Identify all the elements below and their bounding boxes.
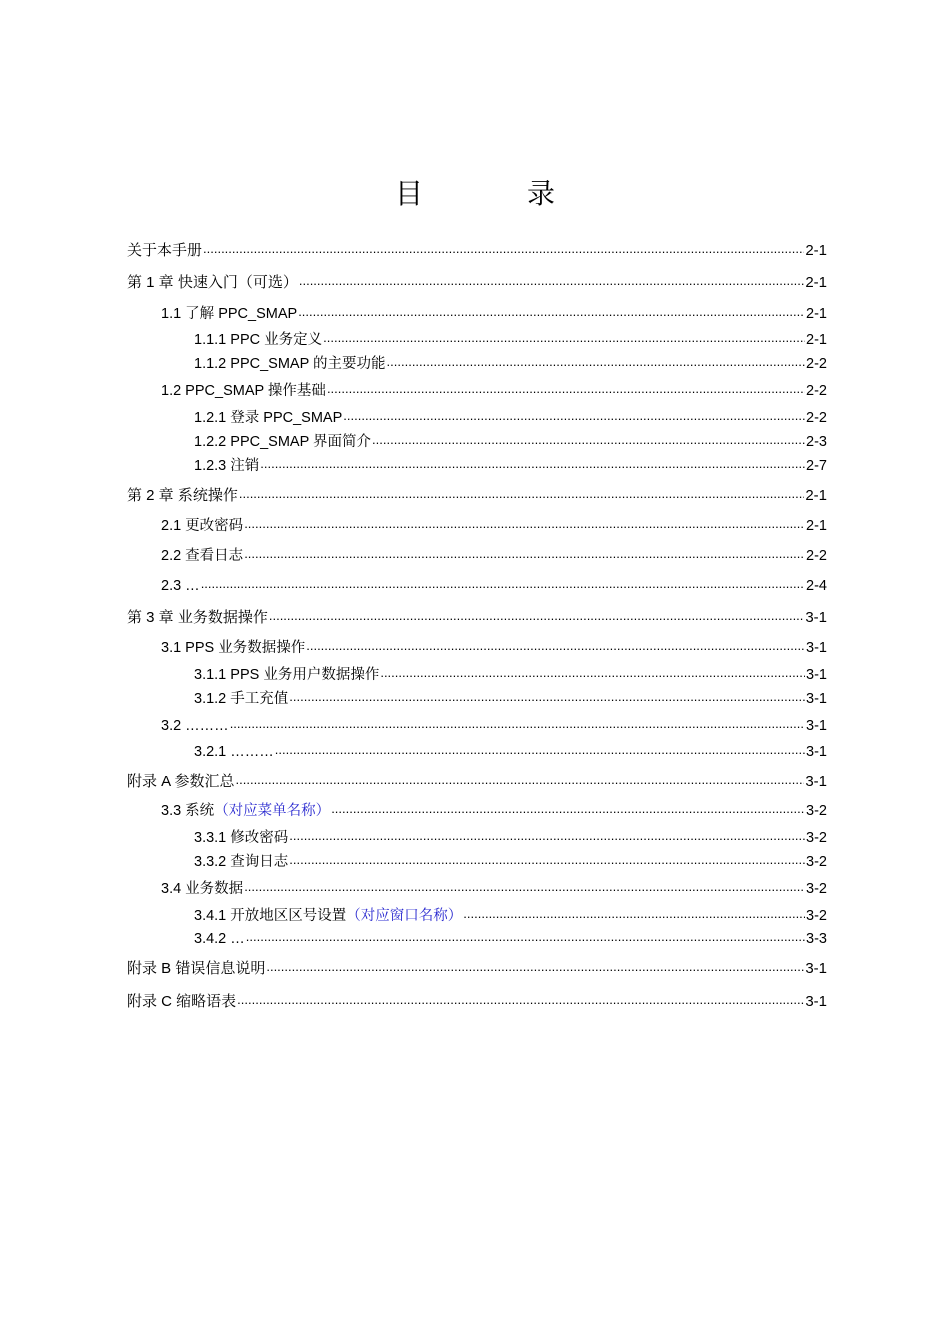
toc-entry-label	[127, 274, 298, 292]
dot-leader	[289, 827, 805, 842]
toc-entry-label	[194, 332, 322, 349]
toc-entry[interactable]	[194, 741, 827, 761]
toc-entry-title: 3.1 PPS 业务数据操作	[161, 639, 306, 656]
toc-entry-page-number: 3-1	[806, 639, 827, 656]
toc-entry-label	[127, 993, 236, 1011]
dot-leader	[260, 455, 805, 470]
toc-entry-title: 3.3 系统	[161, 802, 215, 819]
dot-leader	[246, 928, 805, 943]
toc-entry[interactable]	[127, 958, 827, 978]
toc-entry-label	[194, 410, 342, 427]
toc-entry[interactable]	[194, 928, 827, 948]
toc-entry-title: 关于本手册	[127, 242, 203, 259]
toc-entry-label	[194, 434, 371, 451]
toc-entry[interactable]	[194, 851, 827, 871]
toc-entry[interactable]	[194, 329, 827, 349]
toc-entry-title: 1.2.1 登录 PPC_SMAP	[194, 409, 343, 426]
dot-leader	[203, 240, 804, 255]
dot-leader	[266, 958, 804, 973]
dot-leader	[244, 545, 805, 560]
toc-entry-label	[194, 908, 462, 925]
toc-entry-page-number: 2-2	[806, 409, 827, 426]
toc-entry-label	[127, 773, 235, 791]
toc-entry-page-number: 3-2	[806, 880, 827, 897]
toc-entry-title: 1.1.1 PPC 业务定义	[194, 331, 323, 348]
toc-entry-title: 3.1.2 手工充值	[194, 690, 289, 707]
toc-entry-label	[161, 578, 200, 595]
toc-entry-placeholder-note: （对应窗口名称）	[346, 907, 463, 924]
toc-entry-label	[161, 518, 243, 535]
dot-leader	[201, 575, 805, 590]
toc-entry-title: 第 1 章 快速入门（可选）	[127, 274, 298, 291]
toc-entry-label	[161, 548, 243, 565]
toc-entry-title: 附录 C 缩略语表	[127, 993, 237, 1010]
toc-entry[interactable]	[161, 380, 827, 400]
toc-entry-title: 3.4.1 开放地区区号设置	[194, 907, 347, 924]
toc-entry-label	[161, 718, 229, 735]
dot-leader	[289, 688, 805, 703]
toc-entry-page-number: 3-2	[806, 907, 827, 924]
toc-entry-page-number: 2-7	[806, 457, 827, 474]
toc-entry[interactable]	[161, 715, 827, 735]
dot-leader	[323, 329, 805, 344]
toc-entry-title: 3.3.2 查询日志	[194, 853, 289, 870]
toc-entry-title: 1.2 PPC_SMAP 操作基础	[161, 382, 326, 399]
toc-entry-title: 3.3.1 修改密码	[194, 829, 289, 846]
toc-entry[interactable]	[194, 353, 827, 373]
toc-entry-title: 3.1.1 PPS 业务用户数据操作	[194, 666, 380, 683]
dot-leader	[306, 637, 805, 652]
toc-entry[interactable]	[161, 800, 827, 820]
toc-entry-title: 2.1 更改密码	[161, 517, 244, 534]
toc-entry-page-number: 2-3	[806, 433, 827, 450]
toc-entry[interactable]	[194, 827, 827, 847]
toc-entry-page-number: 3-1	[805, 773, 827, 790]
toc-entry-page-number: 2-1	[805, 242, 827, 259]
dot-leader	[463, 905, 805, 920]
toc-entry-title: 2.2 查看日志	[161, 547, 244, 564]
toc-entry-page-number: 2-2	[806, 355, 827, 372]
toc-entry-page-number: 3-1	[806, 690, 827, 707]
toc-entry[interactable]	[161, 637, 827, 657]
toc-entry-page-number: 2-1	[806, 517, 827, 534]
toc-entry[interactable]	[127, 240, 827, 260]
dot-leader	[230, 715, 805, 730]
dot-leader	[387, 353, 806, 368]
toc-entry-page-number: 2-2	[806, 547, 827, 564]
toc-entry-page-number: 3-2	[806, 853, 827, 870]
toc-entry-label	[194, 356, 386, 373]
toc-entry-page-number: 3-1	[805, 993, 827, 1010]
toc-entry-placeholder-note: （对应菜单名称）	[214, 802, 331, 819]
dot-leader	[236, 771, 805, 786]
toc-entry-page-number: 2-1	[806, 305, 827, 322]
toc-entry-label	[194, 458, 259, 475]
toc-entry-label	[161, 383, 326, 400]
toc-entry-title: 3.2.1 ………	[194, 743, 274, 760]
toc-entry[interactable]	[194, 431, 827, 451]
toc-entry[interactable]	[161, 878, 827, 898]
toc-entry-title: 1.1.2 PPC_SMAP 的主要功能	[194, 355, 386, 372]
toc-entry[interactable]	[161, 515, 827, 535]
toc-entry-label	[127, 960, 265, 978]
toc-entry-label	[161, 640, 305, 657]
dot-leader	[327, 380, 805, 395]
toc-entry-page-number: 2-1	[805, 274, 827, 291]
dot-leader	[244, 515, 805, 530]
toc-entry-label	[127, 487, 238, 505]
toc-entry-page-number: 3-1	[806, 666, 827, 683]
toc-entry[interactable]	[161, 575, 827, 595]
toc-entry[interactable]	[127, 272, 827, 292]
toc-entry-title: 1.1 了解 PPC_SMAP	[161, 305, 298, 322]
toc-entry-page-number: 3-3	[806, 930, 827, 947]
toc-entry-page-number: 3-1	[805, 960, 827, 977]
toc-entry-title: 第 3 章 业务数据操作	[127, 609, 268, 626]
toc-entry-title: 2.3 …	[161, 577, 200, 594]
dot-leader	[244, 878, 805, 893]
toc-entry-page-number: 2-1	[805, 487, 827, 504]
toc-entry[interactable]	[194, 905, 827, 925]
toc-entry-title: 附录 B 错误信息说明	[127, 960, 266, 977]
dot-leader	[269, 607, 804, 622]
toc-entry-title: 3.4.2 …	[194, 930, 245, 947]
toc-entry[interactable]	[194, 407, 827, 427]
toc-entry[interactable]	[127, 485, 827, 505]
dot-leader	[331, 800, 805, 815]
dot-leader	[299, 272, 804, 287]
toc-entry-label	[161, 306, 297, 323]
toc-entry-label	[194, 931, 245, 948]
toc-entry[interactable]	[194, 664, 827, 684]
toc-entry-page-number: 2-4	[806, 577, 827, 594]
toc-entry[interactable]	[127, 771, 827, 791]
toc-entry[interactable]	[127, 991, 827, 1011]
toc-entry-title: 1.2.2 PPC_SMAP 界面简介	[194, 433, 372, 450]
dot-leader	[380, 664, 805, 679]
dot-leader	[343, 407, 805, 422]
toc-entry[interactable]	[194, 688, 827, 708]
toc-entry-label	[161, 803, 330, 820]
dot-leader	[237, 991, 804, 1006]
toc-entry-label	[127, 609, 268, 627]
toc-entry-label	[194, 854, 288, 871]
dot-leader	[275, 741, 805, 756]
toc-entry-label	[194, 691, 288, 708]
toc-entry-label	[194, 830, 288, 847]
dot-leader	[372, 431, 805, 446]
toc-entry[interactable]	[161, 545, 827, 565]
toc-entry[interactable]	[161, 303, 827, 323]
dot-leader	[239, 485, 804, 500]
toc-entry-title: 附录 A 参数汇总	[127, 773, 235, 790]
toc-entry-title: 3.4 业务数据	[161, 880, 244, 897]
dot-leader	[289, 851, 805, 866]
toc-entry-label	[161, 881, 243, 898]
toc-entry-title: 第 2 章 系统操作	[127, 487, 238, 504]
page-title: 目 录	[394, 177, 593, 210]
toc-entry-page-number: 3-2	[806, 829, 827, 846]
dot-leader	[298, 303, 805, 318]
toc-entry-label	[194, 667, 379, 684]
toc-entry-title: 1.2.3 注销	[194, 457, 260, 474]
toc-entry-page-number: 3-1	[805, 609, 827, 626]
toc-entry[interactable]	[194, 455, 827, 475]
toc-entry-label	[127, 242, 202, 260]
toc-entry-title: 3.2 ………	[161, 717, 229, 734]
toc-entry-page-number: 3-1	[806, 717, 827, 734]
toc-entry[interactable]	[127, 607, 827, 627]
toc-entry-page-number: 2-1	[806, 331, 827, 348]
toc-entry-page-number: 2-2	[806, 382, 827, 399]
toc-entry-label	[194, 744, 274, 761]
toc-entry-page-number: 3-2	[806, 802, 827, 819]
toc-entry-page-number: 3-1	[806, 743, 827, 760]
